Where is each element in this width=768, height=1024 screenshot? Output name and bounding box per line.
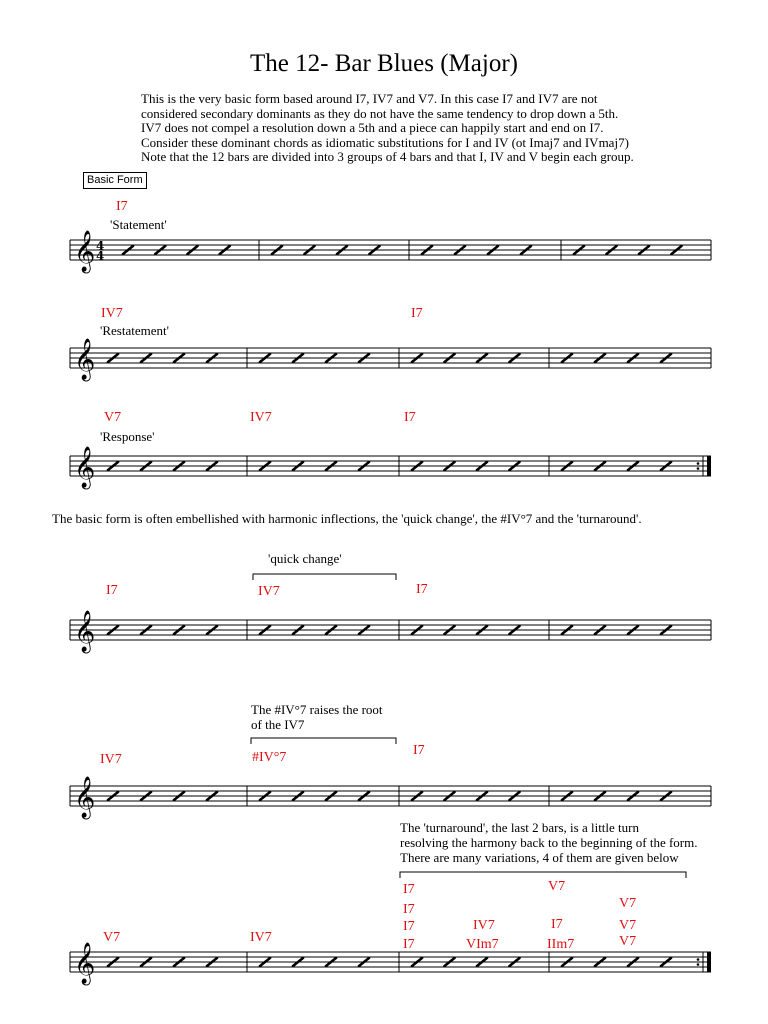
repeat-dot: [697, 462, 700, 465]
section-label-statement: 'Statement': [110, 217, 167, 232]
repeat-dot: [697, 963, 700, 966]
time-signature-bottom: 4: [96, 249, 105, 263]
chord-symbol: V7: [103, 930, 121, 945]
section-label-restatement: 'Restatement': [100, 323, 169, 338]
chord-symbol: V7: [104, 410, 122, 425]
bracket-label-line: The #IV°7 raises the root: [251, 702, 383, 717]
embellish-paragraph: The basic form is often embellished with harmonic inflections, the 'quick change', the #IV°7 and the 'turnaround'.: [52, 511, 642, 526]
chord-symbol: I7: [411, 306, 423, 321]
turnaround-chord: IIm7: [547, 937, 575, 952]
treble-clef-icon: 𝄞: [74, 231, 96, 272]
treble-clef-icon: 𝄞: [74, 943, 96, 984]
chord-symbol: I7: [413, 743, 425, 758]
intro-line: IV7 does not compel a resolution down a 5th and a piece can happily start and end on I7.: [141, 120, 604, 136]
turnaround-chord: I7: [403, 902, 415, 917]
turnaround-chord: I7: [551, 917, 563, 932]
page-title: The 12- Bar Blues (Major): [250, 50, 518, 77]
treble-clef-icon: 𝄞: [74, 339, 96, 380]
annotation-bracket: [251, 738, 396, 744]
turnaround-chord: I7: [403, 937, 415, 952]
turnaround-chord: VIm7: [466, 937, 499, 952]
intro-line: considered secondary dominants as they do not have the same tendency to drop down a 5th.: [141, 105, 619, 121]
annotation-bracket: [253, 574, 396, 580]
basic-form-label: Basic Form: [83, 172, 147, 189]
turnaround-chord: I7: [403, 919, 415, 934]
bracket-label-quick-change: 'quick change': [268, 551, 342, 566]
repeat-dot: [697, 467, 700, 470]
intro-line: Consider these dominant chords as idiomatic substitutions for I and IV (ot Imaj7 and IVmaj7): [141, 134, 629, 150]
repeat-dot: [697, 958, 700, 961]
intro-line: Note that the 12 bars are divided into 3 groups of 4 bars and that I, IV and V begin each group.: [141, 149, 634, 165]
intro-line: This is the very basic form based around I7, IV7 and V7. In this case I7 and IV7 are not: [141, 91, 598, 106]
annotation-bracket: [400, 872, 686, 878]
turnaround-chord: V7: [619, 918, 637, 933]
bracket-label-line: resolving the harmony back to the beginning of the form.: [400, 835, 698, 850]
section-label-response: 'Response': [100, 429, 155, 444]
chord-symbol: IV7: [258, 584, 280, 599]
turnaround-chord: IV7: [473, 918, 495, 933]
chord-symbol: IV7: [100, 752, 122, 767]
final-barline: [707, 456, 711, 476]
chord-symbol: IV7: [101, 306, 123, 321]
chord-symbol: IV7: [250, 410, 272, 425]
turnaround-chord: V7: [548, 879, 566, 894]
chord-symbol: IV7: [250, 930, 272, 945]
turnaround-chord: I7: [403, 882, 415, 897]
bracket-label-line: of the IV7: [251, 717, 305, 732]
chord-symbol: I7: [116, 199, 128, 214]
final-barline: [707, 952, 711, 972]
time-signature-top: 4: [96, 239, 105, 253]
chord-symbol: I7: [404, 410, 416, 425]
turnaround-chord: V7: [619, 896, 637, 911]
treble-clef-icon: 𝄞: [74, 777, 96, 818]
chord-symbol: I7: [416, 582, 428, 597]
turnaround-chord: V7: [619, 934, 637, 949]
bracket-label-line: There are many variations, 4 of them are given below: [400, 850, 679, 865]
bracket-label-line: The 'turnaround', the last 2 bars, is a little turn: [400, 820, 639, 835]
treble-clef-icon: 𝄞: [74, 447, 96, 488]
chord-symbol: #IV°7: [252, 750, 287, 765]
chord-symbol: I7: [106, 583, 118, 598]
treble-clef-icon: 𝄞: [74, 611, 96, 652]
